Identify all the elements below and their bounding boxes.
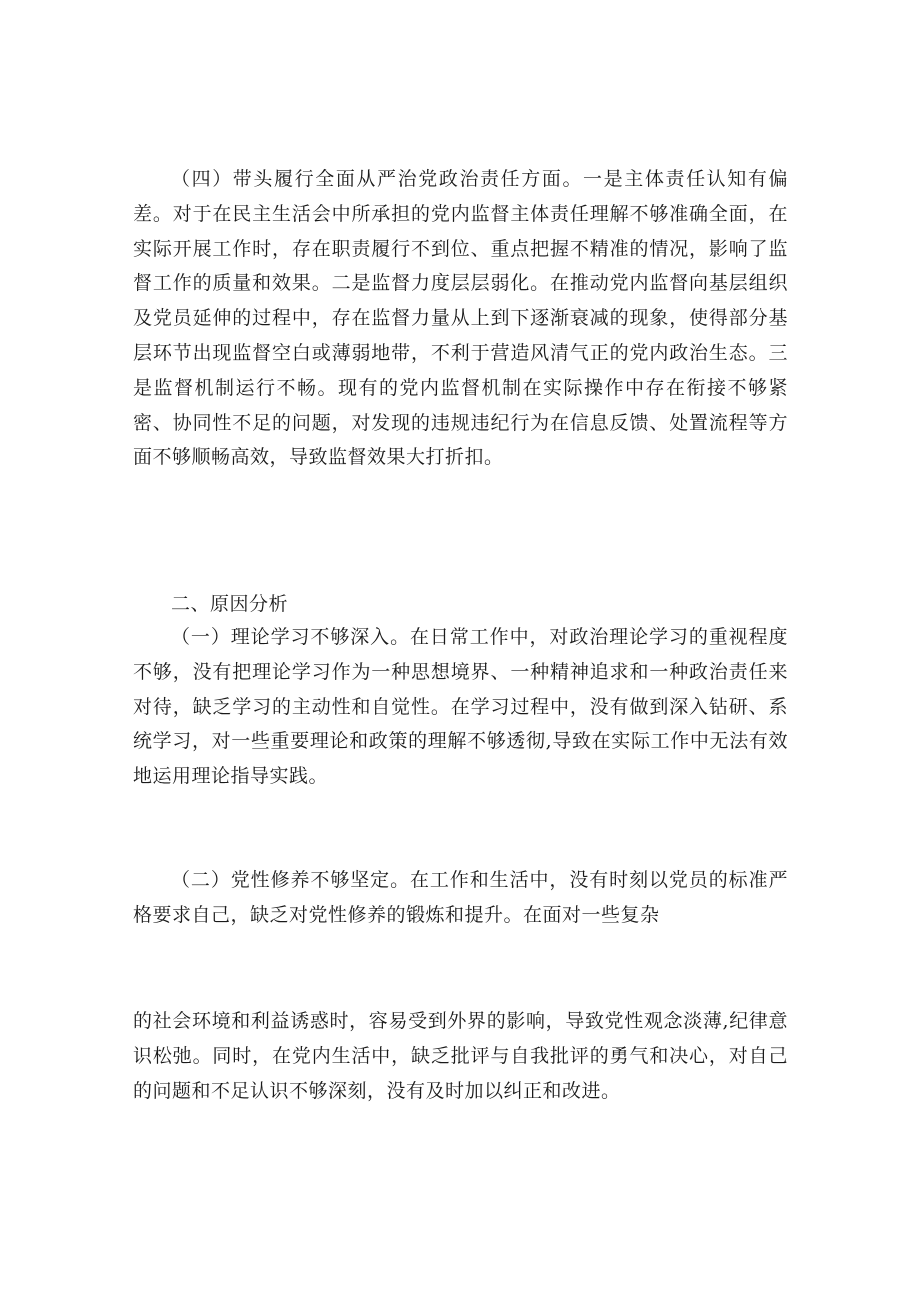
paragraph-leadership-responsibility: （四）带头履行全面从严治党政治责任方面。一是主体责任认知有偏差。对于在民主生活会中所承担的党内监督主体责任理解不够准确全面，在实际开展工作时，存在职责履行不到位、重点把握不精准的情况，影响了监督工作的质量和效果。二是监督力度层层弱化。在推动党内监督向基层组织及党员延伸的过程中，存在监督力量从上到下逐渐衰减的现象，使得部分基层环节出现监督空白或薄弱地带，不利于营造风清气正的党内政治生态。三是监督机制运行不畅。现有的党内监督机制在实际操作中存在衔接不够紧密、协同性不足的问题，对发现的违规违纪行为在信息反馈、处置流程等方面不够顺畅高效，导致监督效果大打折扣。 [133, 168, 788, 469]
paragraph-party-spirit-continued: 的社会环境和利益诱惑时，容易受到外界的影响，导致党性观念淡薄,纪律意识松弛。同时，在党内生活中，缺乏批评与自我批评的勇气和决心，对自己的问题和不足认识不够深刻，没有及时加以纠正和改进。 [133, 1010, 788, 1102]
section-heading-cause-analysis: 二、原因分析 [171, 593, 289, 615]
paragraph-party-spirit: （二）党性修养不够坚定。在工作和生活中，没有时刻以党员的标准严格要求自己，缺乏对党性修养的锻炼和提升。在面对一些复杂 [133, 869, 788, 926]
paragraph-theory-study: （一）理论学习不够深入。在日常工作中，对政治理论学习的重视程度不够，没有把理论学习作为一种思想境界、一种精神追求和一种政治责任来对待，缺乏学习的主动性和自觉性。在学习过程中，没有做到深入钻研、系统学习，对一些重要理论和政策的理解不够透彻,导致在实际工作中无法有效地运用理论指导实践。 [133, 626, 788, 788]
